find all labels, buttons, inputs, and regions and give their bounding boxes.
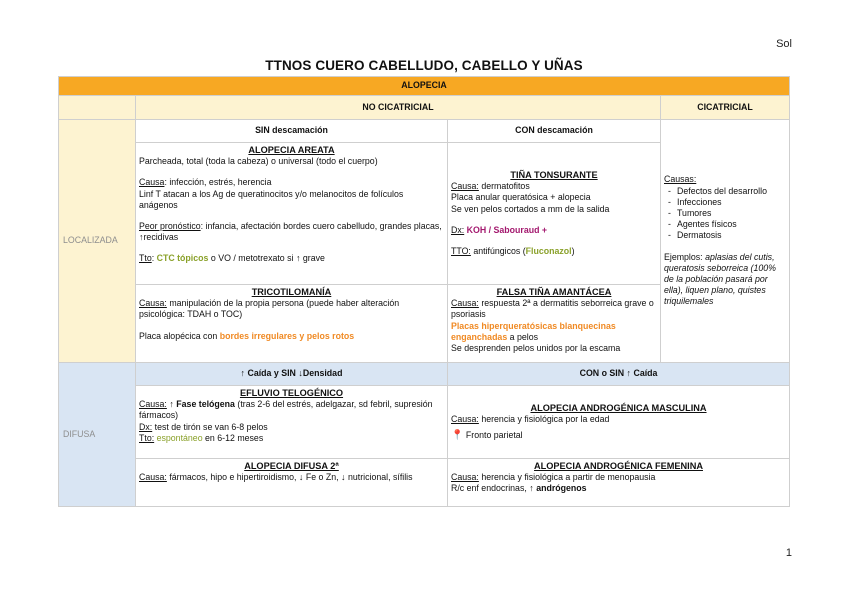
femenina-title: ALOPECIA ANDROGÉNICA FEMENINA [534,461,703,471]
sin-descamacion-header: SIN descamación [136,120,448,143]
areata-tto: Tto: CTC tópicos o VO / metotrexato si ↑ grave [139,253,325,264]
efluvio-title: EFLUVIO TELOGÉNICO [239,388,344,398]
alopecia-header: ALOPECIA [59,77,790,96]
con-descamacion-header: CON descamación [448,120,661,143]
tina-line2: Placa anular queratósica + alopecia [451,192,591,203]
up-arrow-icon: ↑ [139,232,144,243]
areata-linf: Linf T atacan a los Ag de queratinocitos y/o melanocitos de folículos anágenos [139,188,404,210]
difusa2-cell [136,459,448,507]
masculina-fronto: 📍 Fronto parietal [451,429,523,441]
ejemplos-text: Ejemplos: aplasias del cutis, queratosis seborreica (100% de la población pasará por ella), liquen plano, quistes triquilemales [664,251,776,307]
pin-icon: 📍 [451,429,464,441]
tina-tto: TTO: antifúngicos (Fluconazol) [451,245,575,256]
list-item: - Infecciones [668,197,786,208]
masculina-title: ALOPECIA ANDROGÉNICA MASCULINA [530,403,707,414]
tina-title: TIÑA TONSURANTE [510,169,598,180]
list-item: - Tumores [668,208,786,219]
tina-causa: Causa: dermatofitos [451,181,530,192]
efluvio-cell [136,386,448,459]
femenina-cell [448,459,790,507]
tina-cell [448,143,661,285]
tina-line3: Se ven pelos cortados a mm de la salida [451,203,610,214]
trico-placa: Placa alopécica con bordes irregulares y pelos rotos [139,330,355,341]
falsa-placas: Placas hiperqueratósicas blanquecinas enganchadas a pelos [451,320,616,342]
femenina-causa: Causa: herencia y fisiológica a partir de menopausia [451,472,656,483]
down-arrow-icon: ↓ [341,472,346,483]
header-user-label: Sol [776,38,792,50]
trico-title: TRICOTILOMANÍA [251,287,332,297]
page-title: TTNOS CUERO CABELLUDO, CABELLO Y UÑAS [265,58,583,73]
areata-title: ALOPECIA AREATA [248,145,335,155]
masculina-cell [448,386,790,459]
up-arrow-icon: ↑ [626,368,632,379]
cicatricial-header: CICATRICIAL [661,96,790,120]
difusa-label: DIFUSA [59,363,136,507]
falsa-title: FALSA TIÑA AMANTÁCEA [496,287,612,297]
list-item: - Agentes físicos [668,219,786,230]
falsa-cell [448,285,661,363]
falsa-causa: Causa: respuesta 2ª a dermatitis seborreica grave o psoriasis [451,298,654,320]
difusa2-title: ALOPECIA DIFUSA 2ª [244,461,339,471]
down-arrow-icon: ↓ [298,368,303,379]
no-cicatricial-header: NO CICATRICIAL [136,96,661,120]
areata-cell [136,143,448,285]
up-arrow-icon: ↑ [240,368,246,379]
femenina-rc: R/c enf endocrinas, ↑ andrógenos [451,483,587,494]
masculina-causa: Causa: herencia y fisiológica por la edad [451,414,610,425]
difusa-right-header: CON o SIN ↑ Caída [448,363,790,386]
trico-cell [136,285,448,363]
causas-list [664,186,786,242]
localizada-label: LOCALIZADA [59,120,136,363]
up-arrow-icon: ↑ [529,483,534,494]
down-arrow-icon: ↓ [298,472,304,483]
list-item: - Dermatosis [668,230,786,241]
areata-causa: Causa: infección, estrés, herencia [139,177,272,188]
efluvio-dx: Dx: test de tirón se van 6-8 pelos [139,421,268,432]
efluvio-causa: Causa: ↑ Fase telógena (tras 2-6 del estrés, adelgazar, sd febril, supresión fármacos) [139,399,433,421]
areata-line1: Parcheada, total (toda la cabeza) o universal (todo el cuerpo) [139,156,378,167]
efluvio-tto: Tto: espontáneo en 6-12 meses [139,432,264,443]
trico-causa: Causa: manipulación de la propia persona (puede haber alteración psicológica: TDAH o TOC) [139,298,400,320]
areata-pronostico: Peor pronóstico: infancia, afectación bordes cuero cabelludo, grandes placas, ↑recidivas [139,221,442,243]
corner-cell [59,96,136,120]
alopecia-table [58,76,790,507]
causas-label: Causas: [664,174,697,185]
page-number: 1 [785,547,792,559]
cicatricial-cell [661,120,790,363]
up-arrow-icon: ↑ [295,253,301,264]
up-arrow-icon: ↑ [169,399,174,410]
list-item: - Defectos del desarrollo [668,186,786,197]
tina-dx: Dx: KOH / Sabouraud + [451,224,548,235]
difusa-left-header: ↑ Caída y SIN ↓Densidad [136,363,448,386]
falsa-last: Se desprenden pelos unidos por la escama [451,343,621,354]
difusa2-causa: Causa: fármacos, hipo e hipertiroidismo, ↓ Fe o Zn, ↓ nutricional, sífilis [139,472,413,483]
